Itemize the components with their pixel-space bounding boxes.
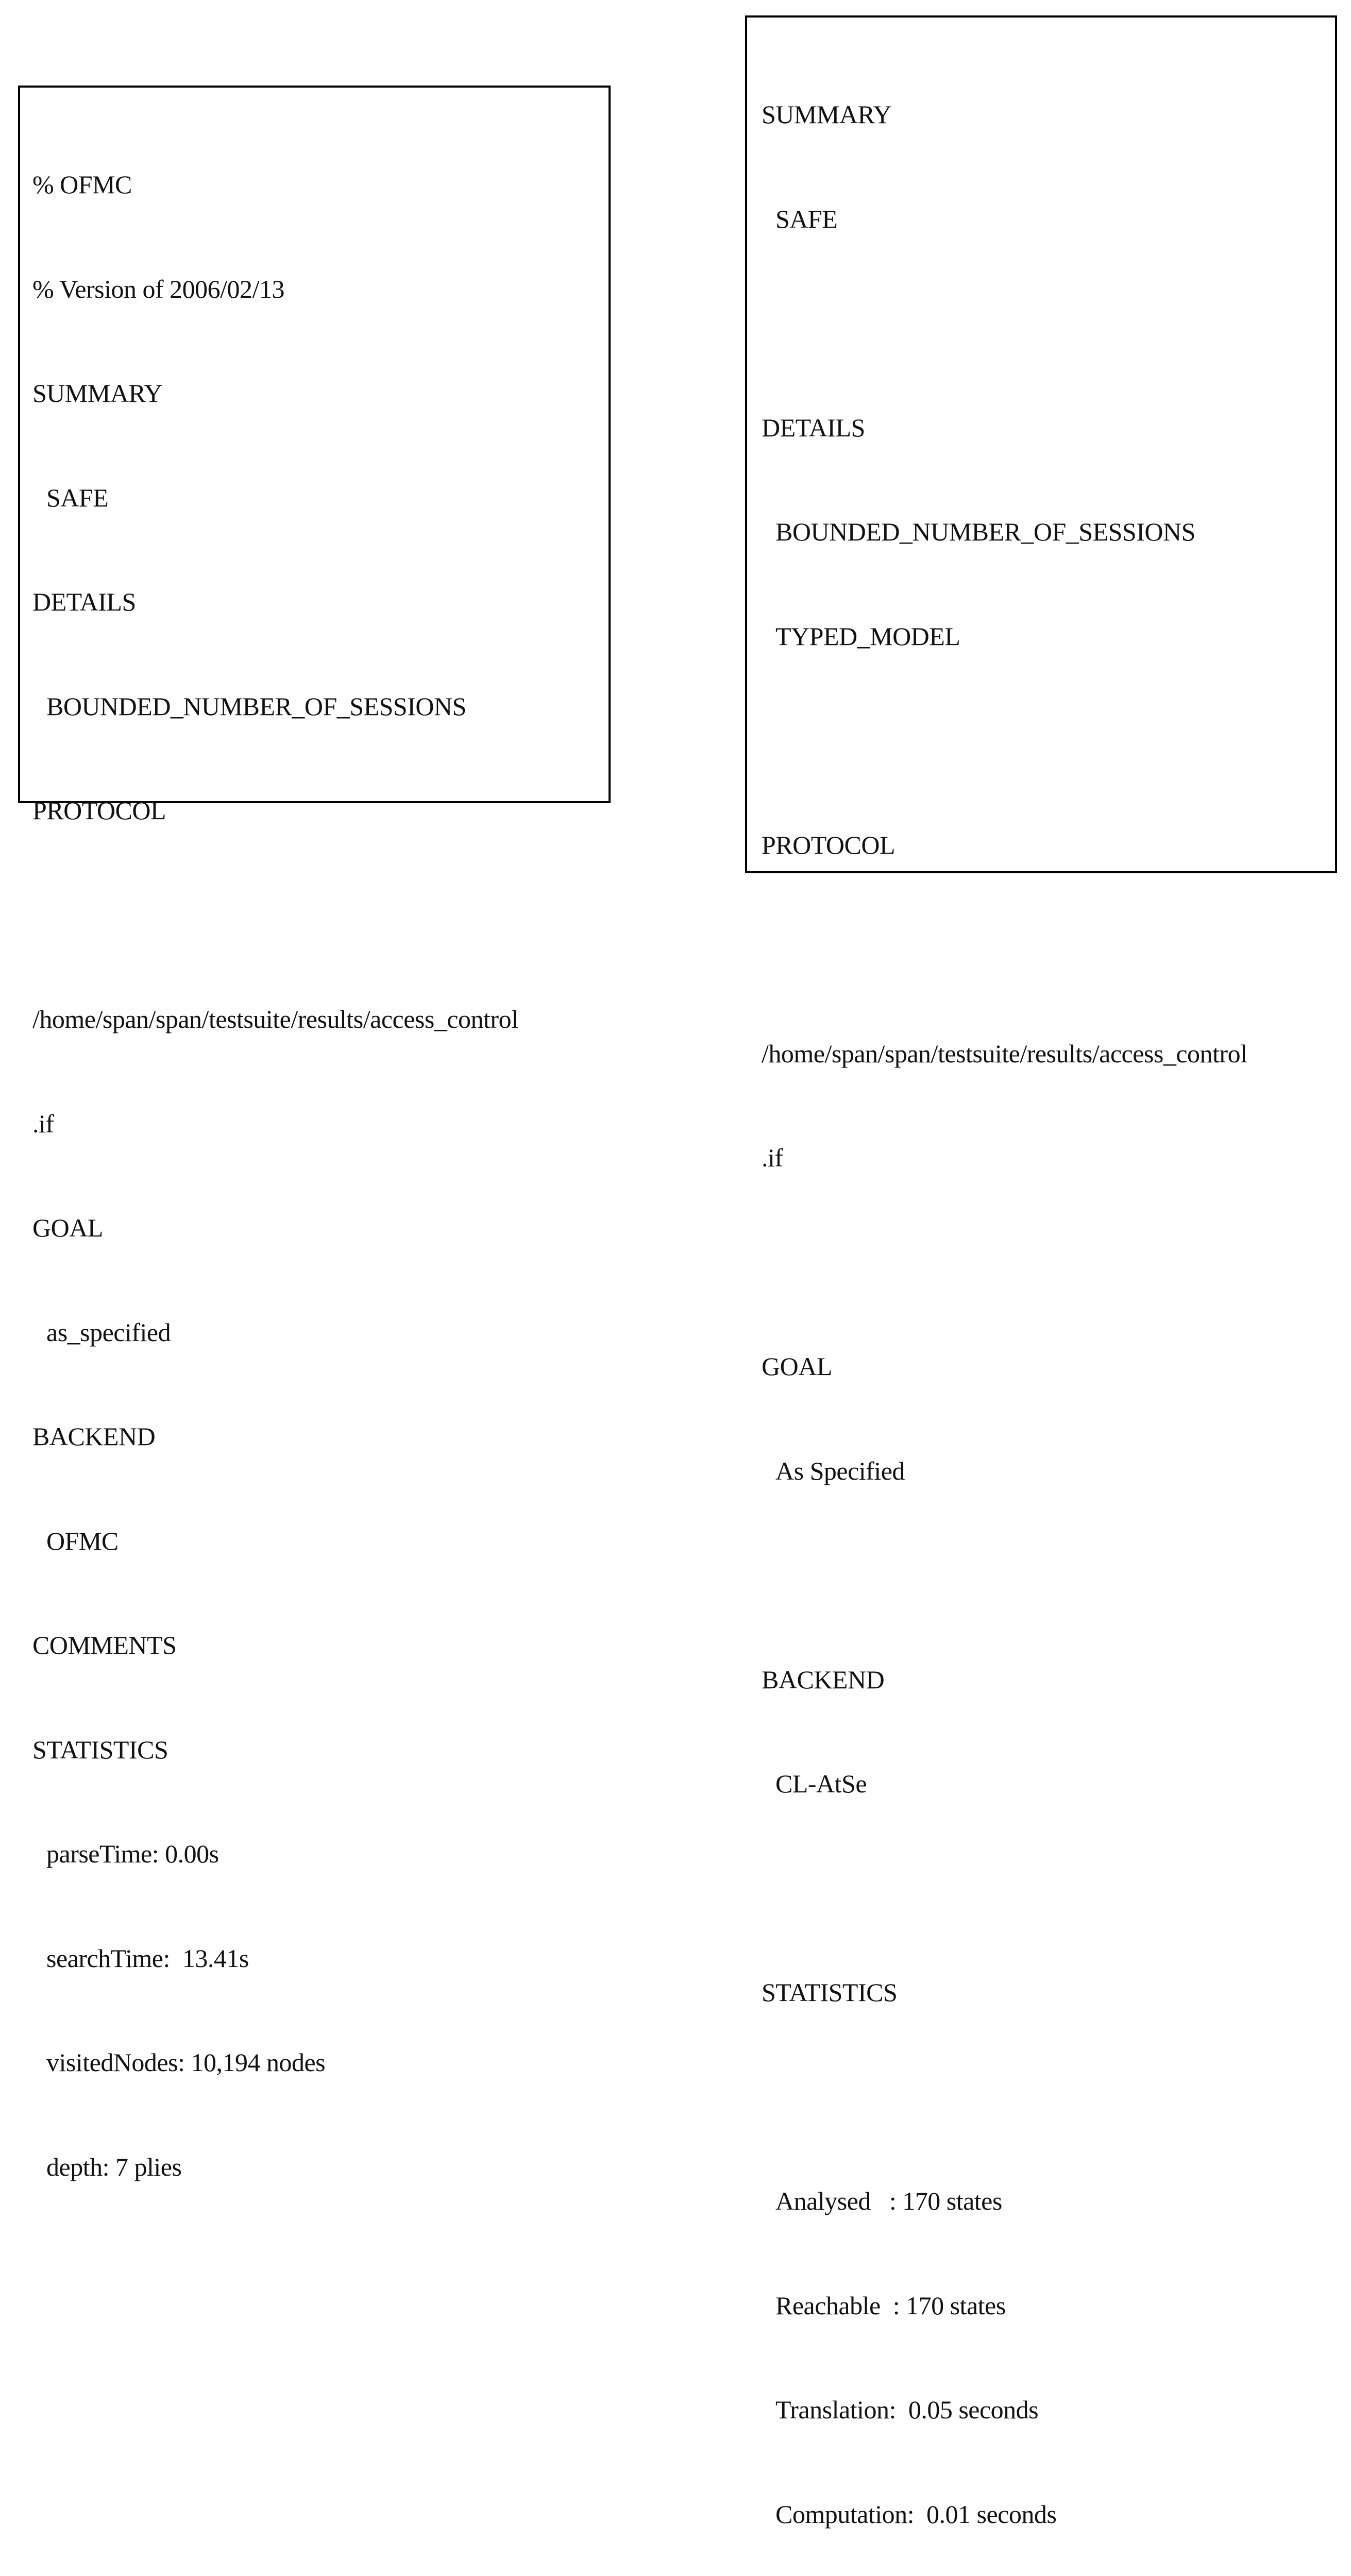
clatse-line: Analysed : 170 states	[775, 2187, 1002, 2215]
clatse-line: BOUNDED_NUMBER_OF_SESSIONS	[775, 517, 1195, 546]
clatse-line: BACKEND	[762, 1665, 885, 1694]
clatse-line: /home/span/span/testsuite/results/access_control	[762, 1039, 1247, 1068]
clatse-line	[762, 1558, 1247, 1593]
clatse-line: As Specified	[775, 1456, 905, 1485]
ofmc-line: depth: 7 plies	[46, 2152, 182, 2181]
clatse-line: Translation: 0.05 seconds	[775, 2395, 1039, 2424]
ofmc-output-panel	[18, 86, 611, 2181]
ofmc-line: % OFMC	[32, 170, 132, 199]
clatse-line: STATISTICS	[762, 1978, 898, 2007]
clatse-line: .if	[762, 1143, 783, 1172]
clatse-line	[762, 306, 1247, 341]
clatse-line: PROTOCOL	[762, 830, 896, 859]
clatse-line	[762, 2080, 1247, 2115]
ofmc-line: % Version of 2006/02/13	[32, 274, 284, 303]
ofmc-line: STATISTICS	[32, 1735, 168, 1764]
ofmc-line: GOAL	[32, 1213, 103, 1242]
ofmc-line: PROTOCOL	[32, 796, 166, 825]
clatse-line: CL-AtSe	[775, 1769, 867, 1798]
clatse-line: Computation: 0.01 seconds	[775, 2499, 1057, 2529]
clatse-output-panel	[745, 15, 1337, 2529]
ofmc-line	[32, 898, 518, 933]
clatse-line	[762, 1245, 1247, 1280]
ofmc-line: BACKEND	[32, 1422, 156, 1451]
clatse-line: SUMMARY	[762, 100, 892, 129]
ofmc-line: searchTime: 13.41s	[46, 1943, 249, 1973]
clatse-line: GOAL	[762, 1352, 832, 1381]
ofmc-line: OFMC	[46, 1526, 119, 1555]
clatse-output-text	[762, 28, 1247, 2576]
ofmc-line: parseTime: 0.00s	[46, 1839, 219, 1868]
ofmc-line: visitedNodes: 10,194 nodes	[46, 2048, 326, 2077]
ofmc-line: SUMMARY	[32, 379, 163, 408]
clatse-line	[762, 1871, 1247, 1906]
clatse-line	[762, 932, 1247, 967]
ofmc-line: BOUNDED_NUMBER_OF_SESSIONS	[46, 691, 466, 721]
ofmc-line: /home/span/span/testsuite/results/access_control	[32, 1005, 518, 1033]
ofmc-line: COMMENTS	[32, 1631, 177, 1659]
ofmc-line: as_specified	[46, 1317, 171, 1347]
clatse-line: Reachable : 170 states	[775, 2291, 1006, 2320]
ofmc-line: DETAILS	[32, 587, 136, 616]
clatse-line: DETAILS	[762, 413, 865, 442]
ofmc-line: .if	[32, 1109, 54, 1138]
ofmc-line: SAFE	[46, 483, 109, 512]
clatse-line: TYPED_MODEL	[775, 621, 960, 651]
clatse-line: SAFE	[775, 204, 838, 233]
ofmc-output-text	[32, 98, 518, 2254]
clatse-line	[762, 723, 1247, 758]
